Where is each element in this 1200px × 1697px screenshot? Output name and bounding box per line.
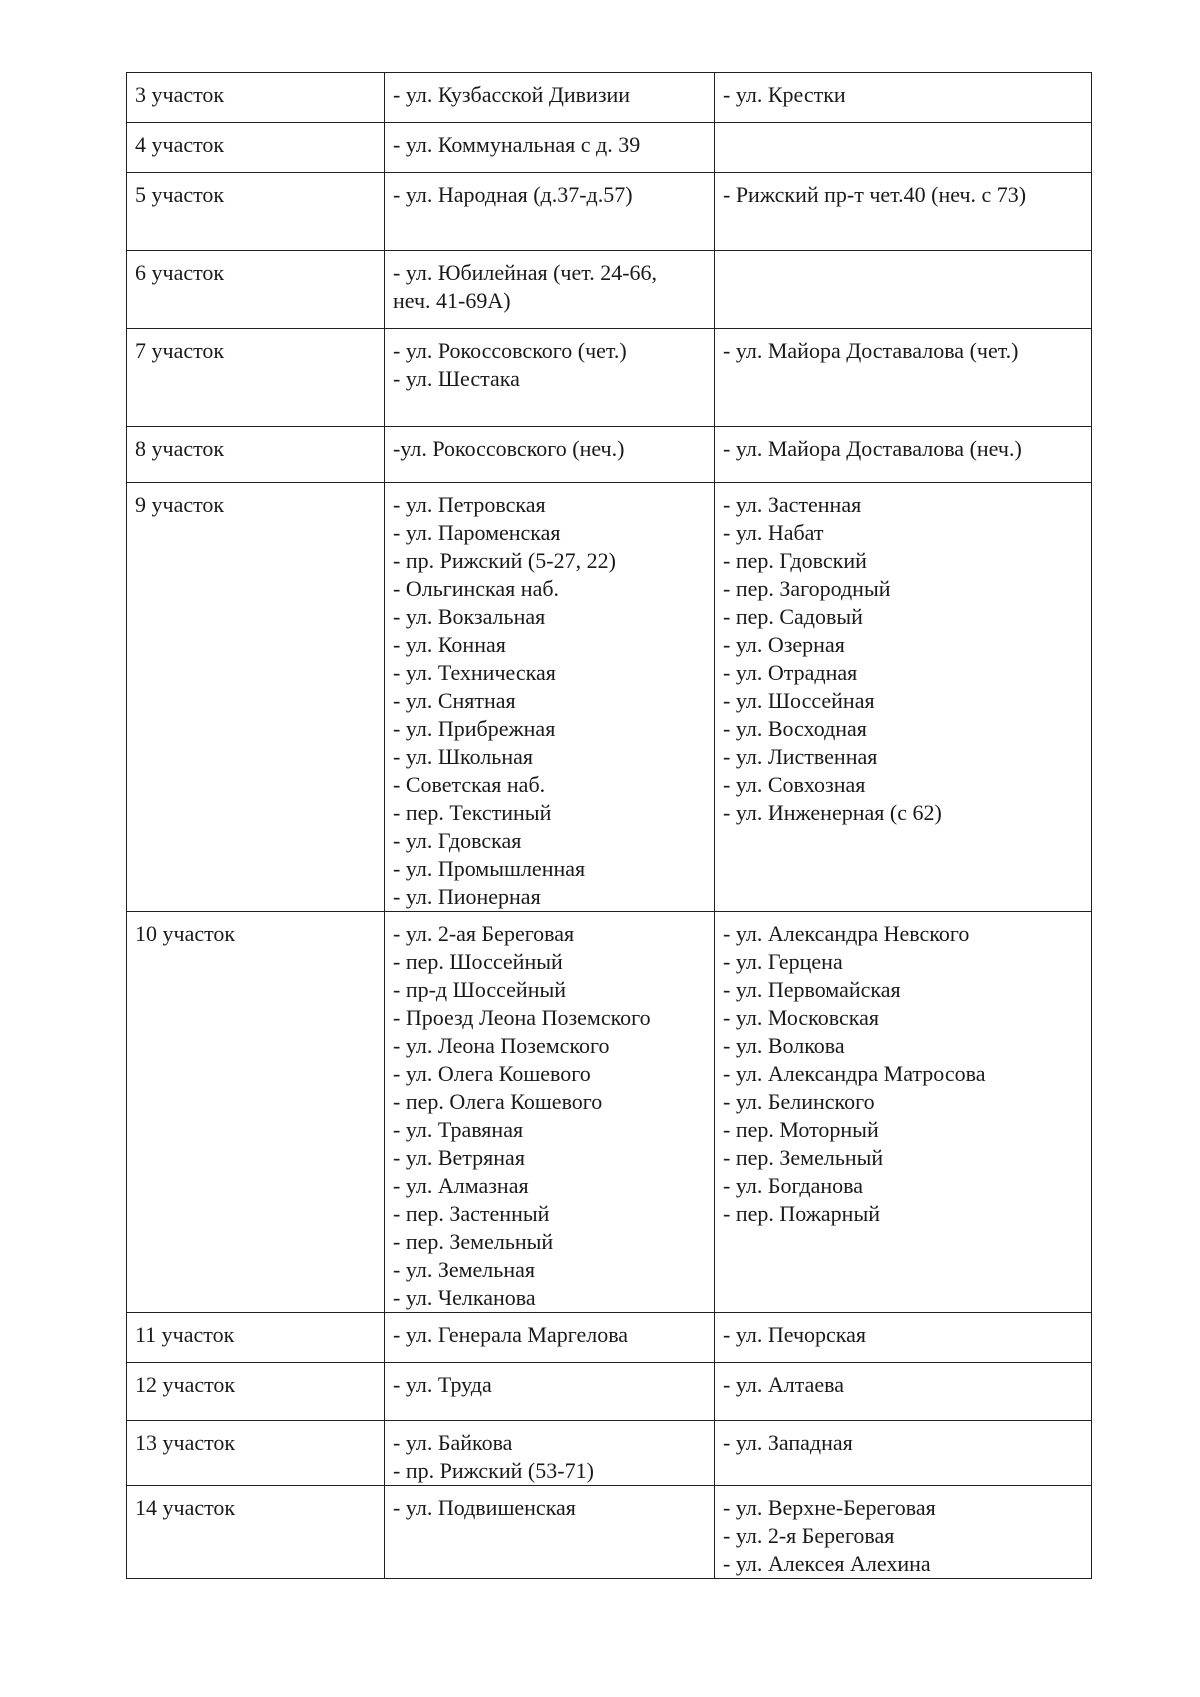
table-row <box>127 1313 1092 1363</box>
table-row <box>127 483 1092 912</box>
streets-cell-primary <box>385 173 715 251</box>
street-item: - ул. Алтаева <box>723 1372 844 1397</box>
street-item: - ул. Алексея Алехина <box>723 1551 931 1576</box>
street-item: - пер. Пожарный <box>723 1201 880 1226</box>
street-item: - ул. Пароменская <box>393 520 561 545</box>
streets-cell-secondary <box>715 1363 1092 1421</box>
table-row <box>127 912 1092 1313</box>
district-label-cell <box>127 1421 385 1486</box>
street-item: - ул. Верхне-Береговая <box>723 1495 936 1520</box>
district-label-cell <box>127 173 385 251</box>
district-label-cell <box>127 1363 385 1421</box>
table-row <box>127 123 1092 173</box>
street-item: - ул. Шестака <box>393 366 520 391</box>
street-item: - пер. Загородный <box>723 576 891 601</box>
streets-cell-secondary <box>715 1421 1092 1486</box>
street-item: - пер. Текстиный <box>393 800 552 825</box>
district-label-cell <box>127 73 385 123</box>
district-label-cell <box>127 483 385 912</box>
street-item: - ул. Герцена <box>723 949 843 974</box>
street-item: - ул. Челканова <box>393 1285 536 1310</box>
district-label-cell <box>127 1313 385 1363</box>
streets-cell-secondary <box>715 912 1092 1313</box>
streets-cell-secondary <box>715 483 1092 912</box>
street-item: - ул. Прибрежная <box>393 716 556 741</box>
table-row <box>127 427 1092 483</box>
street-item: - пр. Рижский (5-27, 22) <box>393 548 616 573</box>
district-label: 8 участок <box>135 436 225 461</box>
street-item: - ул. Петровская <box>393 492 546 517</box>
street-item: - Советская наб. <box>393 772 546 797</box>
street-item: - ул. Шоссейная <box>723 688 875 713</box>
street-item: - пер. Гдовский <box>723 548 867 573</box>
streets-cell-primary <box>385 483 715 912</box>
street-item: - ул. Подвишенская <box>393 1495 576 1520</box>
street-item: - ул. Промышленная <box>393 856 586 881</box>
street-item: - пер. Шоссейный <box>393 949 563 974</box>
district-label: 7 участок <box>135 338 225 363</box>
street-item: - ул. Народная (д.37-д.57) <box>393 182 633 207</box>
street-item: - ул. Александра Невского <box>723 921 970 946</box>
street-item: - ул. Олега Кошевого <box>393 1061 591 1086</box>
district-label: 13 участок <box>135 1430 236 1455</box>
street-item: - ул. Восходная <box>723 716 867 741</box>
street-item: - ул. Западная <box>723 1430 853 1455</box>
street-item: - ул. Земельная <box>393 1257 535 1282</box>
street-item: - ул. Совхозная <box>723 772 866 797</box>
street-item: - ул. Инженерная (с 62) <box>723 800 942 825</box>
street-item: - ул. Печорская <box>723 1322 867 1347</box>
street-item: - ул. Московская <box>723 1005 879 1030</box>
table-row <box>127 173 1092 251</box>
district-label: 10 участок <box>135 921 236 946</box>
district-label: 11 участок <box>135 1322 235 1347</box>
street-item: - пр. Рижский (53-71) <box>393 1458 594 1483</box>
streets-cell-primary <box>385 1486 715 1579</box>
street-item: - ул. Снятная <box>393 688 516 713</box>
streets-cell-secondary <box>715 1486 1092 1579</box>
district-label-cell <box>127 329 385 427</box>
table-row <box>127 329 1092 427</box>
streets-cell-primary <box>385 1421 715 1486</box>
street-item: - ул. Техническая <box>393 660 556 685</box>
district-label: 9 участок <box>135 492 225 517</box>
table-row <box>127 1486 1092 1579</box>
district-label-cell <box>127 427 385 483</box>
streets-cell-secondary <box>715 123 1092 173</box>
district-label: 14 участок <box>135 1495 236 1520</box>
streets-cell-secondary <box>715 427 1092 483</box>
streets-cell-primary <box>385 123 715 173</box>
district-label: 6 участок <box>135 260 225 285</box>
street-item: - ул. Алмазная <box>393 1173 529 1198</box>
district-label: 5 участок <box>135 182 225 207</box>
streets-cell-secondary <box>715 329 1092 427</box>
street-item: - пр-д Шоссейный <box>393 977 567 1002</box>
streets-cell-primary <box>385 329 715 427</box>
street-item: - ул. Байкова <box>393 1430 513 1455</box>
streets-cell-secondary <box>715 173 1092 251</box>
street-item: - ул. Конная <box>393 632 506 657</box>
street-item: - ул. Генерала Маргелова <box>393 1322 629 1347</box>
street-item: - пер. Застенный <box>393 1201 550 1226</box>
streets-cell-primary <box>385 427 715 483</box>
street-item: - пер. Земельный <box>723 1145 884 1170</box>
street-item: - ул. Коммунальная с д. 39 <box>393 132 641 157</box>
street-item: - пер. Олега Кошевого <box>393 1089 603 1114</box>
table-row <box>127 1363 1092 1421</box>
streets-cell-primary <box>385 912 715 1313</box>
street-item: неч. 41-69А) <box>393 288 511 313</box>
street-item: - ул. Крестки <box>723 82 846 107</box>
street-item: - ул. Волкова <box>723 1033 845 1058</box>
streets-cell-secondary <box>715 251 1092 329</box>
street-item: - Ольгинская наб. <box>393 576 560 601</box>
street-item: - ул. Юбилейная (чет. 24-66, <box>393 260 658 285</box>
streets-cell-primary <box>385 1363 715 1421</box>
street-item: - ул. Кузбасской Дивизии <box>393 82 631 107</box>
table-row <box>127 1421 1092 1486</box>
street-item: - ул. Майора Доставалова (неч.) <box>723 436 1022 461</box>
streets-cell-secondary <box>715 73 1092 123</box>
district-label: 12 участок <box>135 1372 236 1397</box>
street-item: - ул. Пионерная <box>393 884 541 909</box>
district-label-cell <box>127 123 385 173</box>
street-item: - ул. Озерная <box>723 632 845 657</box>
street-item: - ул. Набат <box>723 520 824 545</box>
street-item: - ул. Ветряная <box>393 1145 525 1170</box>
street-item: - пер. Земельный <box>393 1229 554 1254</box>
street-item: - ул. Рокоссовского (чет.) <box>393 338 627 363</box>
street-item: - ул. Белинского <box>723 1089 875 1114</box>
street-item: -ул. Рокоссовского (неч.) <box>393 436 625 461</box>
district-label: 4 участок <box>135 132 225 157</box>
district-label: 3 участок <box>135 82 225 107</box>
street-item: - ул. Богданова <box>723 1173 863 1198</box>
street-item: - ул. Травяная <box>393 1117 524 1142</box>
districts-table <box>126 72 1092 1579</box>
street-item: - ул. Труда <box>393 1372 492 1397</box>
street-item: - ул. 2-я Береговая <box>723 1523 895 1548</box>
street-item: - ул. Первомайская <box>723 977 901 1002</box>
street-item: - ул. Школьная <box>393 744 533 769</box>
street-item: - ул. Гдовская <box>393 828 522 853</box>
street-item: - ул. Вокзальная <box>393 604 546 629</box>
street-item: - пер. Садовый <box>723 604 863 629</box>
streets-cell-secondary <box>715 1313 1092 1363</box>
table-row <box>127 251 1092 329</box>
streets-cell-primary <box>385 73 715 123</box>
district-label-cell <box>127 912 385 1313</box>
street-item: - ул. Лиственная <box>723 744 878 769</box>
street-item: - пер. Моторный <box>723 1117 879 1142</box>
street-item: - ул. Майора Доставалова (чет.) <box>723 338 1019 363</box>
streets-cell-primary <box>385 251 715 329</box>
street-item: - ул. Леона Поземского <box>393 1033 610 1058</box>
district-label-cell <box>127 251 385 329</box>
street-item: - ул. Александра Матросова <box>723 1061 986 1086</box>
street-item: - Рижский пр-т чет.40 (неч. с 73) <box>723 182 1027 207</box>
street-item: - ул. Застенная <box>723 492 862 517</box>
street-item: - ул. Отрадная <box>723 660 858 685</box>
table-row <box>127 73 1092 123</box>
district-label-cell <box>127 1486 385 1579</box>
street-item: - ул. 2-ая Береговая <box>393 921 575 946</box>
street-item: - Проезд Леона Поземского <box>393 1005 651 1030</box>
districts-table-body <box>127 73 1092 1579</box>
streets-cell-primary <box>385 1313 715 1363</box>
